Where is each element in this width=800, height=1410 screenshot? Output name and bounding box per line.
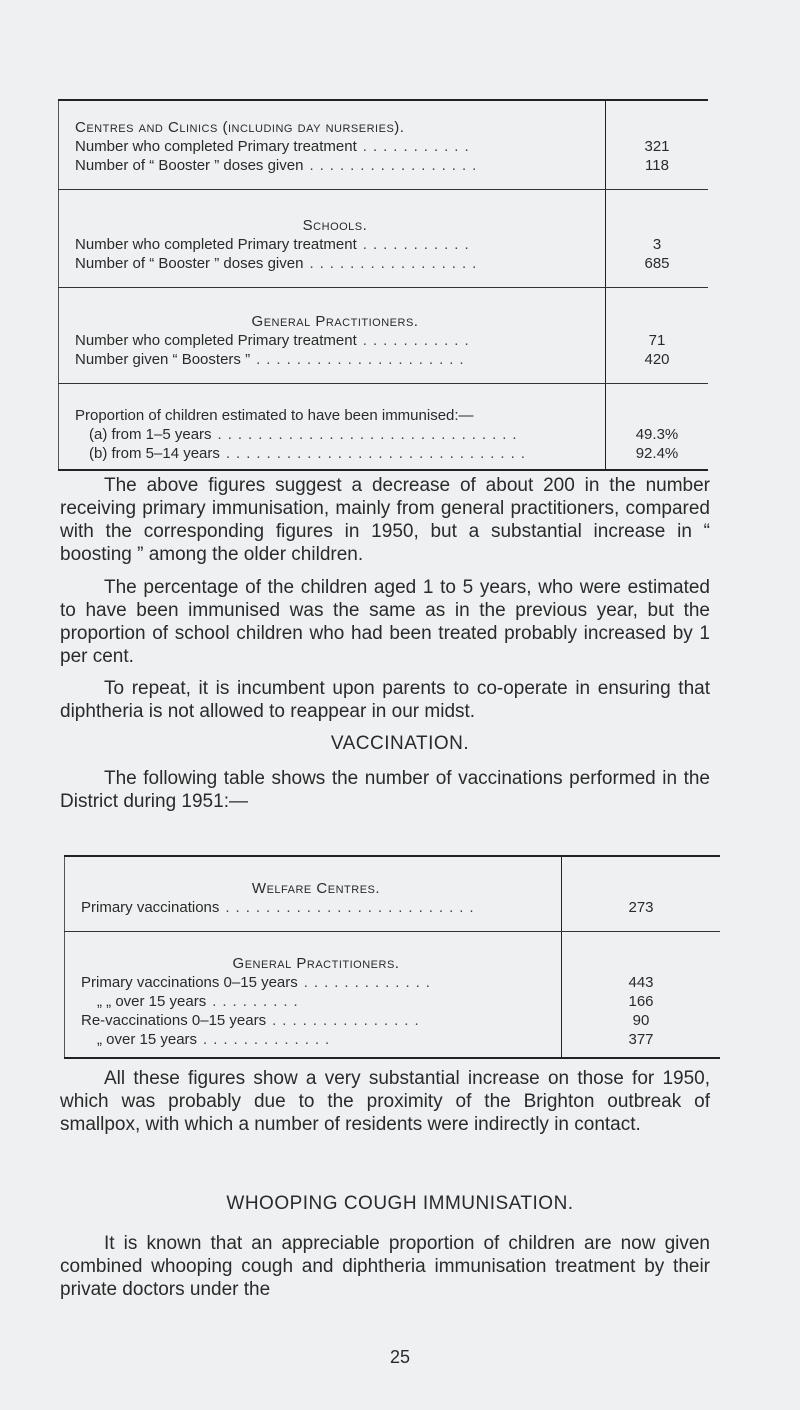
section-title: Centres and Clinics (including day nurseries). <box>75 119 405 136</box>
table-row: Number of “ Booster ” doses given ................. <box>75 157 483 174</box>
paragraph-percentage: The percentage of the children aged 1 to 5 years, who were estimated to have been immunised was the same as in the previous year, but the proportion of school children who had been treated probably increased by 1 per cent. <box>60 577 710 667</box>
table-value: 685 <box>644 255 670 272</box>
table-value: 321 <box>644 138 670 155</box>
table-row: Number who completed Primary treatment ........... <box>75 332 475 349</box>
table-value: 166 <box>628 993 654 1010</box>
table-row: (a) from 1–5 years .............................. <box>89 426 523 443</box>
table-value: 443 <box>628 974 654 991</box>
table-value: 90 <box>632 1012 650 1029</box>
table-row: Primary vaccinations ......................... <box>81 899 480 916</box>
table-value: 118 <box>645 157 669 174</box>
table-section-general-practitioners <box>59 288 709 384</box>
section-title: Welfare Centres. <box>251 880 381 897</box>
table-section-gp-vaccinations <box>65 932 721 1059</box>
paragraph-repeat: To repeat, it is incumbent upon parents to co-operate in ensuring that diphtheria is not allowed to reappear in our midst. <box>60 678 710 722</box>
table-section-welfare-centres <box>65 856 721 932</box>
heading-whooping-cough: WHOOPING COUGH IMMUNISATION. <box>226 1193 574 1214</box>
paragraph-increase: All these figures show a very substantial increase on those for 1950, which was probably due to the proximity of the Brighton outbreak of smallpox, with which a number of residents were indirectly in contact. <box>60 1068 710 1135</box>
paragraph-vaccination-intro: The following table shows the number of vaccinations performed in the District during 1951:— <box>60 768 710 812</box>
table-section-schools <box>59 190 709 288</box>
table-section-proportion-immunised <box>59 384 709 471</box>
paragraph-whooping-cough: It is known that an appreciable proportion of children are now given combined whooping cough and diphtheria immunisation treatment by their private doctors under the <box>60 1233 710 1300</box>
table-value: 49.3% <box>635 426 679 443</box>
table-row: Re-vaccinations 0–15 years ............... <box>81 1012 425 1029</box>
table-value: 92.4% <box>635 445 679 462</box>
table-value: 3 <box>652 236 662 253</box>
table-value: 71 <box>648 332 666 349</box>
heading-vaccination: VACCINATION. <box>330 733 470 754</box>
table-row: Number of “ Booster ” doses given ................. <box>75 255 483 272</box>
table-section-centres-clinics <box>59 100 709 190</box>
table-row: Number given “ Boosters ” ..................... <box>75 351 470 368</box>
table-row: Number who completed Primary treatment ........... <box>75 236 475 253</box>
table-row: Number who completed Primary treatment ........... <box>75 138 475 155</box>
table-row: Primary vaccinations 0–15 years ............. <box>81 974 436 991</box>
table-row: „ over 15 years ............. <box>97 1031 336 1048</box>
section-title: General Practitioners. <box>232 955 400 972</box>
table-row: „ „ over 15 years ......... <box>97 993 304 1010</box>
table-row: (b) from 5–14 years .............................. <box>89 445 531 462</box>
page-number: 25 <box>389 1347 411 1367</box>
section-title: Proportion of children estimated to have been immunised:— <box>75 407 474 424</box>
immunisation-table <box>58 99 708 471</box>
paragraph-decrease: The above figures suggest a decrease of about 200 in the number receiving primary immunisation, mainly from general practitioners, compared with the corresponding figures in 1950, but a substantial increase in “ boosting ” among the older children. <box>60 475 710 565</box>
table-value: 377 <box>628 1031 654 1048</box>
section-title: Schools. <box>302 217 368 234</box>
table-value: 273 <box>628 899 654 916</box>
table-value: 420 <box>644 351 670 368</box>
section-title: General Practitioners. <box>251 313 419 330</box>
vaccination-table <box>64 855 720 1059</box>
